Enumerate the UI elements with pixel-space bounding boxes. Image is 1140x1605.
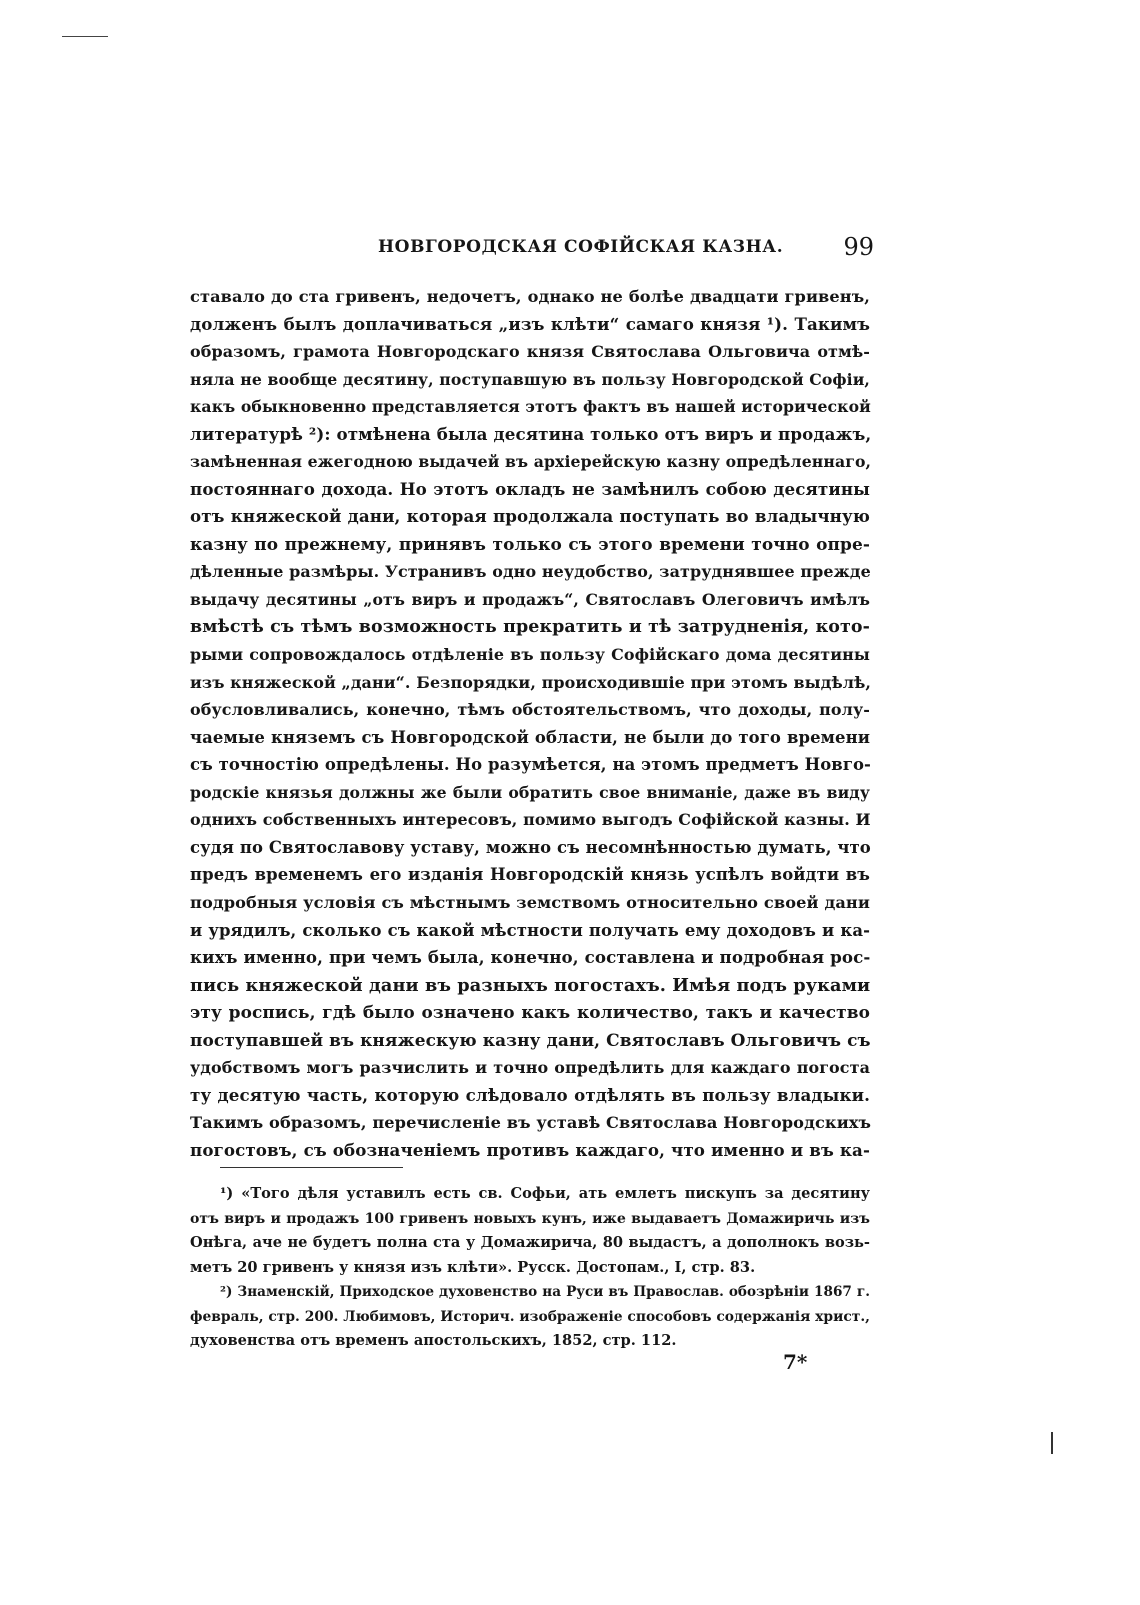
text-line: и урядилъ, сколько съ какой мѣстности получать ему доходовъ и ка- xyxy=(190,920,870,940)
text-line: кихъ именно, при чемъ была, конечно, составлена и подробная рос- xyxy=(190,947,871,968)
text-line: постояннаго дохода. Но этотъ окладъ не замѣнилъ собою десятины xyxy=(190,478,870,499)
text-line: замѣненная ежегодною выдачей въ архіерейскую казну опредѣленнаго, xyxy=(190,452,872,472)
text-line: погостовъ, съ обозначеніемъ противъ каждаго, что именно и въ ка- xyxy=(190,1139,870,1160)
text-line: родскіе князья должны же были обратить свое вниманіе, даже въ виду xyxy=(190,782,870,802)
text-line: ставало до ста гривенъ, недочетъ, однако не болѣе двадцати гривенъ, xyxy=(190,287,870,306)
text-line: подробныя условія съ мѣстнымъ земствомъ относительно своей дани xyxy=(190,893,870,913)
running-title: НОВГОРОДСКАЯ СОФІЙСКАЯ КАЗНА. xyxy=(378,237,784,257)
text-line: няла не вообще десятину, поступавшую въ пользу Новгородской Софіи, xyxy=(190,369,870,389)
main-text xyxy=(190,283,870,1165)
text-line: обусловливались, конечно, тѣмъ обстоятельствомъ, что доходы, полу- xyxy=(190,700,870,720)
footnote-line: февраль, стр. 200. Любимовъ, Историч. изображеніе способовъ содержанія христ., xyxy=(190,1308,870,1325)
text-line: рыми сопровождалось отдѣленіе въ пользу Софійскаго дома десятины xyxy=(190,645,870,665)
page-number: 99 xyxy=(843,233,874,261)
text-line: выдачу десятины „отъ виръ и продажъ“, Святославъ Олеговичъ имѣлъ xyxy=(190,590,870,610)
footnote-line: ²) Знаменскій, Приходское духовенство на Руси въ Православ. обозрѣніи 1867 г. xyxy=(220,1284,870,1300)
text-line: пись княжеской дани въ разныхъ погостахъ. Имѣя подъ руками xyxy=(190,974,871,996)
text-line: съ точностію опредѣлены. Но разумѣется, на этомъ предметъ Новго- xyxy=(190,755,871,775)
footnote-line: Онѣга, аче не будетъ полна ста у Домажирича, 80 выдастъ, а дополнокъ возь- xyxy=(190,1234,870,1251)
text-line: изъ княжеской „дани“. Безпорядки, происходившіе при этомъ выдѣлѣ, xyxy=(190,672,872,692)
text-line: предъ временемъ его изданія Новгородскій князь успѣлъ войдти въ xyxy=(190,865,870,885)
text-line: однихъ собственныхъ интересовъ, помимо выгодъ Софійской казны. И xyxy=(190,810,871,830)
page-header xyxy=(378,233,874,263)
text-line: отъ княжеской дани, которая продолжала поступать во владычную xyxy=(190,506,870,527)
text-line: судя по Святославову уставу, можно съ несомнѣнностью думать, что xyxy=(190,837,871,857)
text-line: казну по прежнему, принявъ только съ этого времени точно опре- xyxy=(190,533,870,554)
footnote-line: ¹) «Того дѣля уставилъ есть св. Софьи, ать емлетъ пискупъ за десятину xyxy=(220,1185,870,1202)
text-line: ту десятую часть, которую слѣдовало отдѣлять въ пользу владыки. xyxy=(190,1084,870,1105)
text-line: удобствомъ могъ разчислить и точно опредѣлить для каждаго погоста xyxy=(190,1058,870,1078)
signature-mark: 7* xyxy=(783,1350,808,1374)
text-line: какъ обыкновенно представляется этотъ фактъ въ нашей исторической xyxy=(190,397,871,417)
edge-mark xyxy=(1051,1432,1053,1454)
text-line: Такимъ образомъ, перечисленіе въ уставѣ Святослава Новгородскихъ xyxy=(190,1113,872,1133)
text-line: эту роспись, гдѣ было означено какъ количество, такъ и качество xyxy=(190,1002,870,1023)
footnote-line: духовенства отъ временъ апостольскихъ, 1852, стр. 112. xyxy=(190,1332,677,1349)
footnotes xyxy=(190,1182,870,1354)
text-line: дѣленные размѣры. Устранивъ одно неудобство, затруднявшее прежде xyxy=(190,562,871,582)
footnote-rule xyxy=(220,1167,403,1168)
text-line: долженъ былъ доплачиваться „изъ клѣти“ самаго князя ¹). Такимъ xyxy=(190,313,870,334)
top-rule xyxy=(62,36,108,37)
text-line: поступавшей въ княжескую казну дани, Святославъ Ольговичъ съ xyxy=(190,1029,871,1050)
text-line: литературѣ ²): отмѣнена была десятина только отъ виръ и продажъ, xyxy=(190,423,872,444)
text-line: чаемые княземъ съ Новгородской области, не были до того времени xyxy=(190,727,870,747)
text-line: вмѣстѣ съ тѣмъ возможность прекратить и тѣ затрудненія, кото- xyxy=(190,616,870,637)
footnote-line: метъ 20 гривенъ у князя изъ клѣти». Русск. Достопам., I, стр. 83. xyxy=(190,1258,756,1276)
footnote-line: отъ виръ и продажъ 100 гривенъ новыхъ кунъ, иже выдаваетъ Домажиричь изъ xyxy=(190,1210,870,1227)
text-line: образомъ, грамота Новгородскаго князя Святослава Ольговича отмѣ- xyxy=(190,342,870,362)
